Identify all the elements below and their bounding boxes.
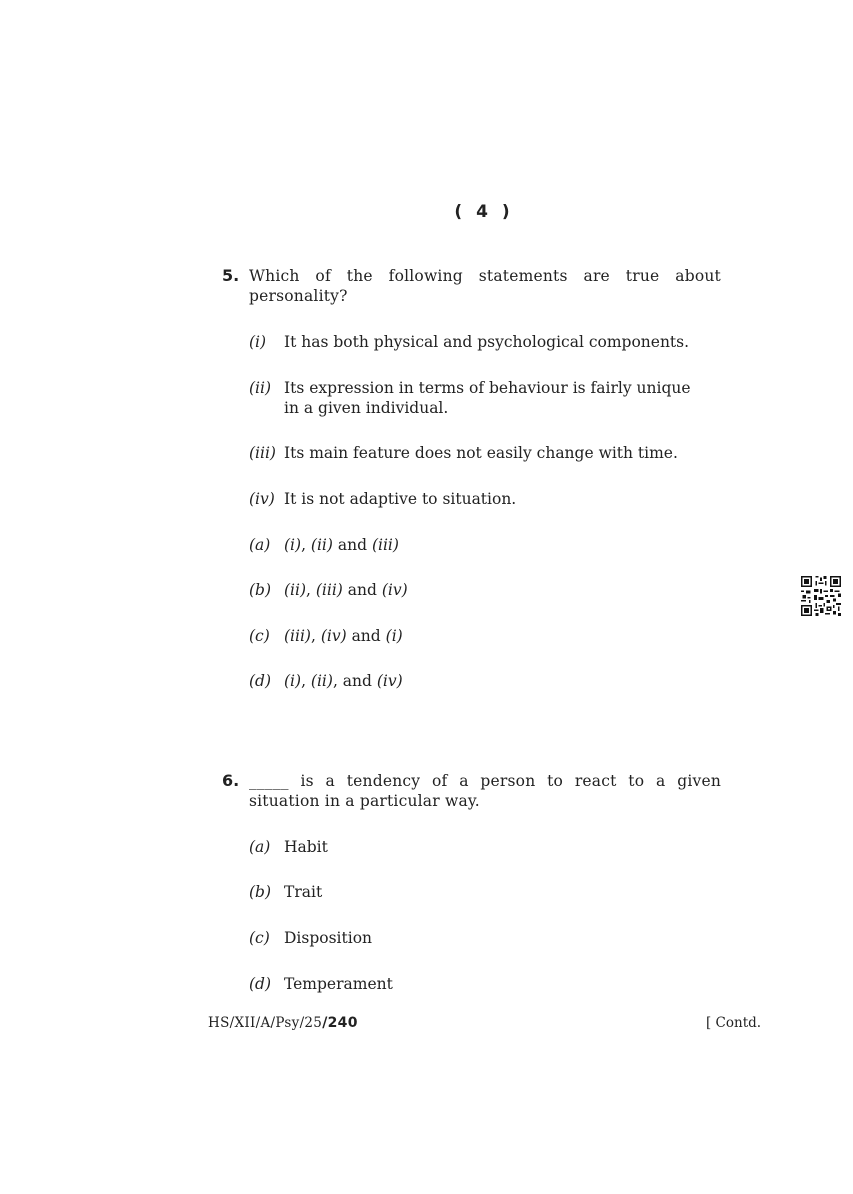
- page-number: ( 4 ): [454, 202, 514, 222]
- statement-iv: [249, 489, 729, 509]
- option-c[interactable]: [249, 928, 729, 948]
- option-label: (b): [249, 581, 272, 599]
- option-a[interactable]: [249, 535, 729, 555]
- option-text: Trait: [284, 883, 323, 901]
- option-label: (d): [249, 672, 272, 690]
- option-c[interactable]: [249, 626, 729, 646]
- option-text: (i), (ii) and (iii): [284, 536, 399, 554]
- footer-code: HS/XII/A/Psy/25/240: [208, 1015, 358, 1031]
- statement-label: (iv): [249, 490, 275, 508]
- option-d[interactable]: [249, 671, 729, 691]
- statement-iii: [249, 443, 729, 463]
- option-label: (a): [249, 838, 271, 856]
- option-label: (d): [249, 975, 272, 993]
- option-text: (iii), (iv) and (i): [284, 627, 403, 645]
- option-d[interactable]: [249, 974, 729, 994]
- option-b[interactable]: [249, 882, 729, 902]
- statement-text: Its main feature does not easily change with time.: [284, 444, 678, 462]
- statement-label: (i): [249, 333, 267, 351]
- option-text: (i), (ii), and (iv): [284, 672, 403, 690]
- question-5-text: [249, 266, 721, 306]
- question-6-line-2: situation in a particular way.: [249, 792, 480, 810]
- footer-contd: [ Contd.: [706, 1015, 762, 1031]
- option-text: Disposition: [284, 929, 373, 947]
- statement-label: (iii): [249, 444, 276, 462]
- statement-text-continued: in a given individual.: [284, 399, 449, 417]
- question-5-number: 5.: [222, 266, 240, 285]
- question-5-line-2: personality?: [249, 287, 348, 305]
- statement-i: [249, 332, 729, 352]
- question-6-text: [249, 771, 721, 811]
- statement-text: It has both physical and psychological components.: [284, 333, 690, 351]
- option-label: (a): [249, 536, 271, 554]
- option-b[interactable]: [249, 580, 729, 600]
- question-5-line-1: Which of the following statements are true about: [249, 267, 721, 285]
- option-a[interactable]: [249, 837, 729, 857]
- option-label: (b): [249, 883, 272, 901]
- option-text: (ii), (iii) and (iv): [284, 581, 408, 599]
- option-label: (c): [249, 929, 270, 947]
- statement-ii: [249, 378, 729, 418]
- option-text: Temperament: [284, 975, 393, 993]
- question-6-line-1: _____ is a tendency of a person to react to a given: [249, 772, 721, 790]
- option-text: Habit: [284, 838, 328, 856]
- statement-text: Its expression in terms of behaviour is fairly unique: [284, 379, 691, 397]
- statement-text: It is not adaptive to situation.: [284, 490, 517, 508]
- statement-label: (ii): [249, 379, 272, 397]
- option-label: (c): [249, 627, 270, 645]
- question-6-number: 6.: [222, 771, 240, 790]
- qr-code-icon: [801, 576, 841, 616]
